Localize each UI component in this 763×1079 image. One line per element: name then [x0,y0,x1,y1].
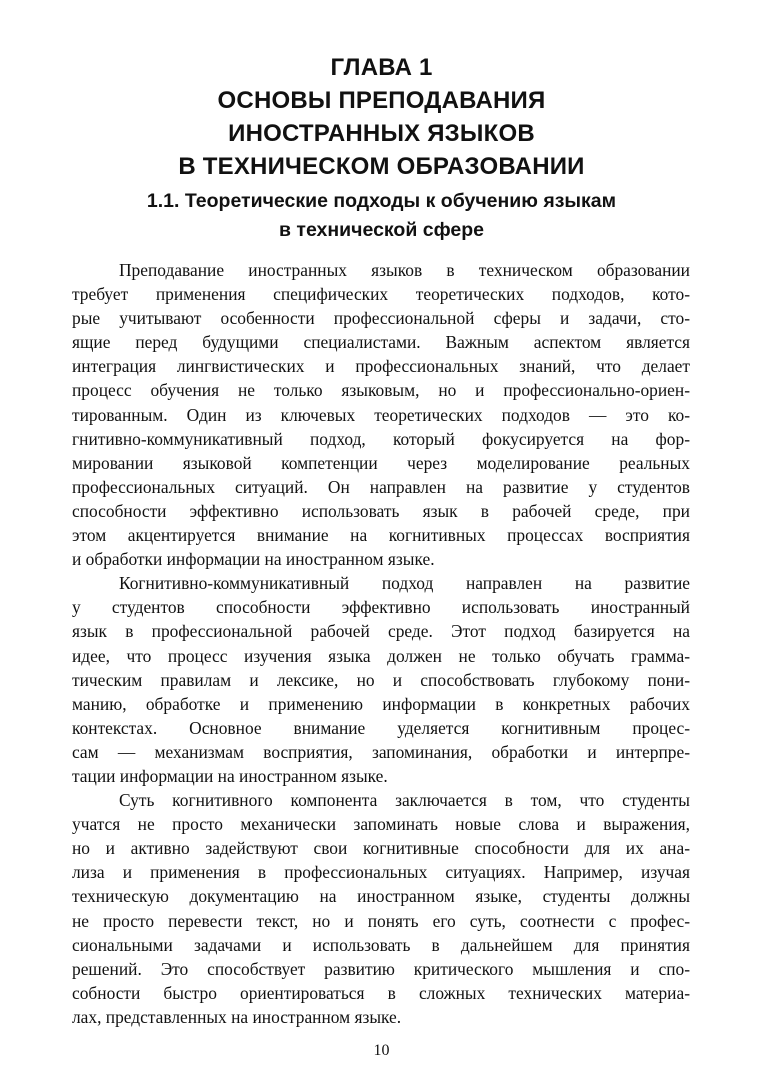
section-heading [0,187,763,245]
text-line: манию, обработке и применению информации в конкретных рабочих [72,693,690,714]
text-line: решений. Это способствует развитию критического мышления и спо- [72,958,690,979]
chapter-title-line-1: ОСНОВЫ ПРЕПОДАВАНИЯ [217,87,546,114]
text-line: сам — механизмам восприятия, запоминания, обработки и интерпре- [72,741,690,762]
paragraph-1 [72,258,690,571]
text-line: техническую документацию на иностранном языке, студенты должны [72,886,690,907]
text-line: Когнитивно-коммуникативный подход направлен на развитие [119,573,690,594]
text-line: собности быстро ориентироваться в сложных технических материа- [72,982,690,1003]
chapter-title-line-2: ИНОСТРАННЫХ ЯЗЫКОВ [228,120,535,147]
text-line: лах, представленных на иностранном языке. [72,1006,402,1027]
text-line: этом акцентируется внимание на когнитивных процессах восприятия [72,525,690,546]
text-line: ящие перед будущими специалистами. Важным аспектом является [72,332,690,353]
chapter-title-line-3: В ТЕХНИЧЕСКОМ ОБРАЗОВАНИИ [178,153,585,180]
text-line: процесс обучения не только языковым, но и профессионально-ориен- [72,380,690,401]
text-line: лиза и применения в профессиональных ситуациях. Например, изучая [72,862,690,883]
text-line: интеграция лингвистических и профессиональных знаний, что делает [72,356,690,377]
text-line: тации информации на иностранном языке. [72,765,388,786]
text-line: сиональными задачами и использовать в дальнейшем для принятия [72,934,690,955]
text-line: профессиональных ситуаций. Он направлен на развитие у студентов [72,476,690,497]
section-title-line-1: 1.1. Теоретические подходы к обучению языкам [146,190,617,212]
text-line: рые учитывают особенности профессиональной сферы и задачи, сто- [72,308,690,329]
text-line: мировании языковой компетенции через моделирование реальных [72,452,690,473]
paragraph-2 [72,571,690,788]
text-line: требует применения специфических теоретических подходов, кото- [72,284,690,305]
text-line: Преподавание иностранных языков в техническом образовании [119,260,690,280]
text-line: контекстах. Основное внимание уделяется когнитивным процес- [72,717,690,738]
page-number: 10 [373,1042,390,1059]
text-line: но и активно задействуют свои когнитивные способности для их ана- [72,838,690,859]
chapter-number: ГЛАВА 1 [330,54,433,81]
text-line: и обработки информации на иностранном языке. [72,549,435,570]
chapter-heading [0,51,763,183]
text-line: тическим правилам и лексике, но и способствовать глубокому пони- [72,669,690,690]
text-line: идее, что процесс изучения языка должен не только обучать грамма- [72,645,690,666]
section-title-line-2: в технической сфере [279,219,484,241]
text-line: Суть когнитивного компонента заключается в том, что студенты [119,790,690,811]
text-line: учатся не просто механически запоминать новые слова и выражения, [72,814,690,835]
text-line: тированным. Один из ключевых теоретических подходов — это ко- [72,404,690,425]
text-line: язык в профессиональной рабочей среде. Этот подход базируется на [72,621,690,642]
text-line: способности эффективно использовать язык в рабочей среде, при [72,500,690,521]
text-line: гнитивно-коммуникативный подход, который фокусируется на фор- [72,428,690,449]
paragraph-3 [72,788,690,1029]
text-line: у студентов способности эффективно использовать иностранный [72,597,690,618]
body-text [72,258,690,1029]
text-line: не просто перевести текст, но и понять его суть, соотнести с профес- [72,910,690,931]
